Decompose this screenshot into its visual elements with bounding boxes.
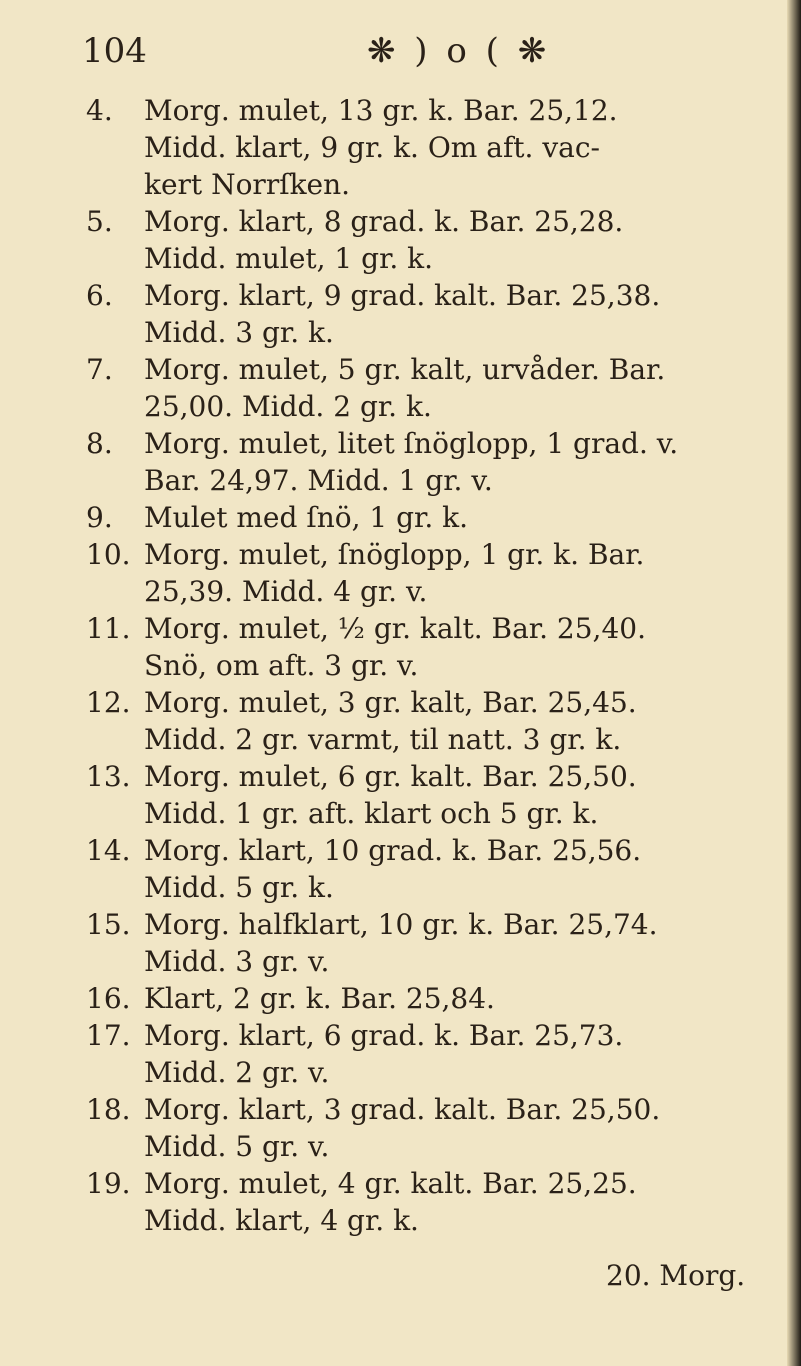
entry-text-line: Midd. 5 gr. k. xyxy=(144,871,334,904)
entry-text-line: Midd. 2 gr. v. xyxy=(144,1056,330,1089)
entry-text-line: Snö, om aft. 3 gr. v. xyxy=(144,649,419,682)
entry-text-line: Morg. mulet, 4 gr. kalt. Bar. 25,25. xyxy=(144,1167,637,1200)
entry-text-line: Midd. klart, 9 gr. k. Om aft. vac- xyxy=(144,131,601,164)
page-number: 104 xyxy=(82,31,147,71)
entry-text-line: Morg. mulet, ½ gr. kalt. Bar. 25,40. xyxy=(144,612,646,645)
entry-text-line: Midd. 3 gr. v. xyxy=(144,945,330,978)
log-entry xyxy=(86,758,776,832)
entry-text-line: Morg. klart, 10 grad. k. Bar. 25,56. xyxy=(144,834,642,867)
page-header xyxy=(82,30,762,80)
entry-text-line: Klart, 2 gr. k. Bar. 25,84. xyxy=(144,982,495,1015)
entry-text-line: Morg. halfklart, 10 gr. k. Bar. 25,74. xyxy=(144,908,658,941)
entry-day-number: 9. xyxy=(86,501,113,534)
entry-day-number: 16. xyxy=(86,982,131,1015)
entry-text-line: 25,00. Midd. 2 gr. k. xyxy=(144,390,432,423)
entry-day-number: 19. xyxy=(86,1167,131,1200)
log-entry xyxy=(86,536,776,610)
entry-day-number: 12. xyxy=(86,686,131,719)
entry-day-number: 13. xyxy=(86,760,131,793)
entry-day-number: 11. xyxy=(86,612,131,645)
log-entry xyxy=(86,906,776,980)
log-entry xyxy=(86,1091,776,1165)
entry-text-line: Morg. mulet, ſnöglopp, 1 gr. k. Bar. xyxy=(144,538,645,571)
entry-day-number: 7. xyxy=(86,353,113,386)
entry-day-number: 5. xyxy=(86,205,113,238)
entry-day-number: 17. xyxy=(86,1019,131,1052)
log-entry xyxy=(86,1017,776,1091)
entry-day-number: 15. xyxy=(86,908,131,941)
entry-text-line: Morg. mulet, 5 gr. kalt, urvåder. Bar. xyxy=(144,353,666,386)
log-entry xyxy=(86,277,776,351)
entry-text-line: Morg. klart, 9 grad. kalt. Bar. 25,38. xyxy=(144,279,661,312)
entry-text-line: Midd. mulet, 1 gr. k. xyxy=(144,242,434,275)
entry-text-line: Midd. 3 gr. k. xyxy=(144,316,334,349)
log-entry xyxy=(86,1165,776,1239)
log-entry xyxy=(86,499,776,536)
log-entry xyxy=(86,92,776,203)
entry-text-line: Morg. mulet, 13 gr. k. Bar. 25,12. xyxy=(144,94,618,127)
log-entry xyxy=(86,351,776,425)
entry-text-line: Bar. 24,97. Midd. 1 gr. v. xyxy=(144,464,493,497)
entry-day-number: 8. xyxy=(86,427,113,460)
log-entry xyxy=(86,832,776,906)
entry-day-number: 14. xyxy=(86,834,131,867)
entry-day-number: 6. xyxy=(86,279,113,312)
entry-text-line: Morg. klart, 8 grad. k. Bar. 25,28. xyxy=(144,205,624,238)
entry-text-line: Midd. klart, 4 gr. k. xyxy=(144,1204,419,1237)
catchword: 20. Morg. xyxy=(606,1259,746,1292)
entry-text-line: 25,39. Midd. 4 gr. v. xyxy=(144,575,428,608)
entry-text-line: Mulet med ſnö, 1 gr. k. xyxy=(144,501,468,534)
weather-log xyxy=(86,92,776,1239)
entry-text-line: Midd. 2 gr. varmt, til natt. 3 gr. k. xyxy=(144,723,622,756)
entry-day-number: 10. xyxy=(86,538,131,571)
log-entry xyxy=(86,610,776,684)
entry-text-line: Morg. klart, 3 grad. kalt. Bar. 25,50. xyxy=(144,1093,661,1126)
entry-text-line: Morg. mulet, 6 gr. kalt. Bar. 25,50. xyxy=(144,760,637,793)
log-entry xyxy=(86,684,776,758)
log-entry xyxy=(86,980,776,1017)
page-edge-shadow xyxy=(787,0,801,1366)
log-entry xyxy=(86,203,776,277)
entry-text-line: Morg. mulet, litet ſnöglopp, 1 grad. v. xyxy=(144,427,679,460)
header-ornament: ❋ ) o ( ❋ xyxy=(367,31,551,71)
entry-text-line: Midd. 1 gr. aft. klart och 5 gr. k. xyxy=(144,797,599,830)
entry-day-number: 18. xyxy=(86,1093,131,1126)
entry-text-line: Midd. 5 gr. v. xyxy=(144,1130,330,1163)
log-entry xyxy=(86,425,776,499)
entry-text-line: Morg. mulet, 3 gr. kalt, Bar. 25,45. xyxy=(144,686,637,719)
entry-text-line: Morg. klart, 6 grad. k. Bar. 25,73. xyxy=(144,1019,624,1052)
entry-day-number: 4. xyxy=(86,94,113,127)
entry-text-line: kert Norrſken. xyxy=(144,168,351,201)
